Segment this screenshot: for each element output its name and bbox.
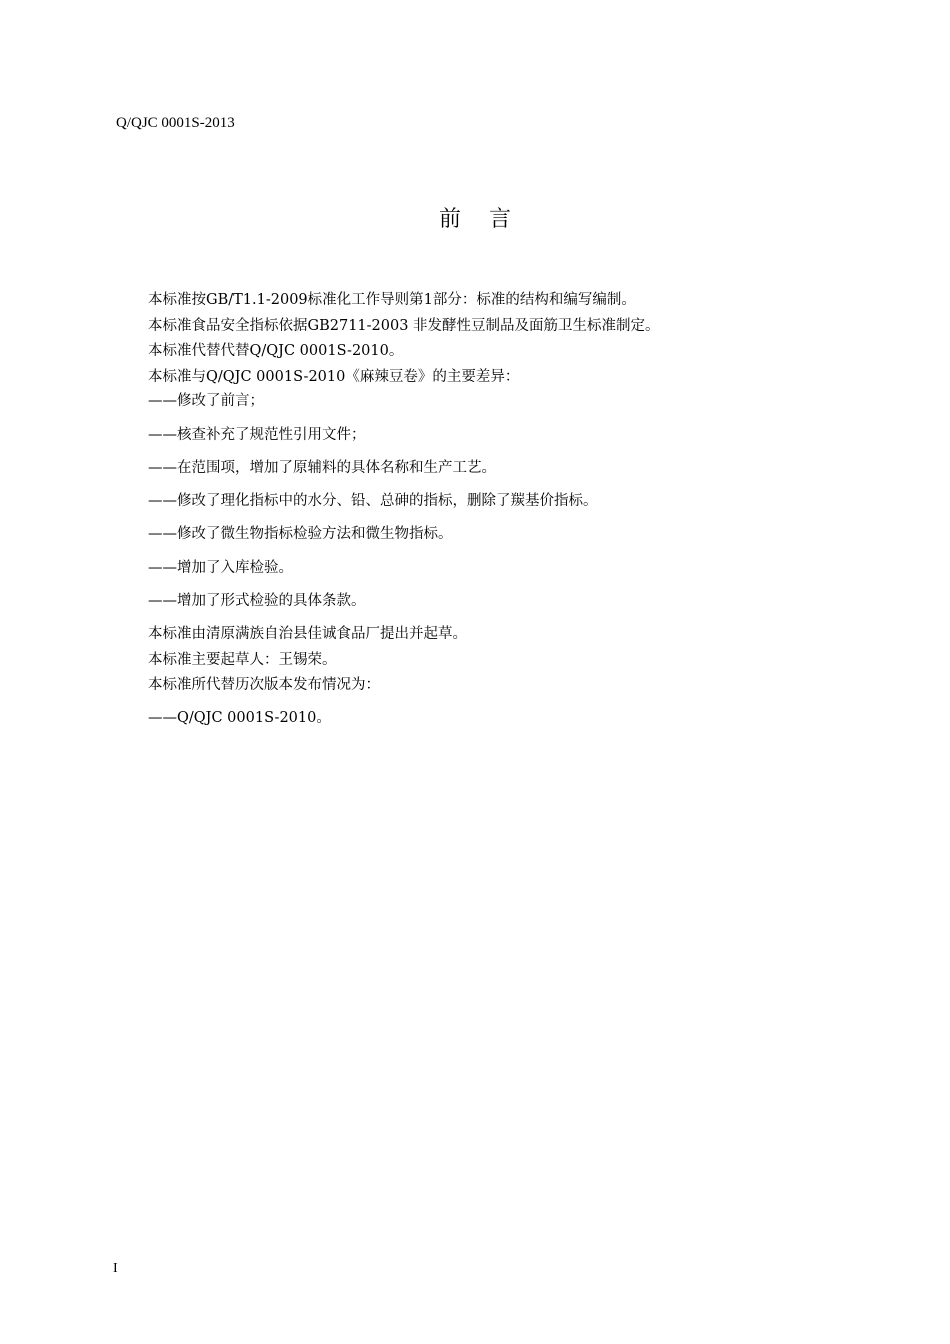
foreword-line-drafter: 本标准主要起草人：王锡荣。 [148,652,337,668]
list-item: ——增加了入库检验。 [148,560,293,576]
list-item: ——核查补充了规范性引用文件； [148,427,366,443]
list-item: ——修改了理化指标中的水分、铅、总砷的指标，删除了羰基价指标。 [148,493,598,509]
foreword-line-basis: 本标准按GB/T1.1-2009标准化工作导则第1部分：标准的结构和编写编制。 [148,292,636,308]
foreword-line-drafter-org: 本标准由清原满族自治县佳诚食品厂提出并起草。 [148,626,467,642]
list-item: ——修改了微生物指标检验方法和微生物指标。 [148,526,453,542]
foreword-line-replaces: 本标准代替代替Q/QJC 0001S-2010。 [148,343,404,359]
list-item: ——增加了形式检验的具体条款。 [148,593,366,609]
list-item: ——Q/QJC 0001S-2010。 [148,710,331,726]
document-code: Q/QJC 0001S-2013 [116,115,235,131]
page-number: I [113,1261,118,1276]
foreword-line-differences: 本标准与Q/QJC 0001S-2010《麻辣豆卷》的主要差异： [148,369,520,385]
list-item: ——修改了前言； [148,393,264,409]
page-title: 前言 [438,207,539,232]
list-item: ——在范围项，增加了原辅料的具体名称和生产工艺。 [148,460,496,476]
foreword-line-safety-basis: 本标准食品安全指标依据GB2711-2003 非发酵性豆制品及面筋卫生标准制定。 [148,318,660,334]
foreword-line-history: 本标准所代替历次版本发布情况为： [148,677,380,693]
